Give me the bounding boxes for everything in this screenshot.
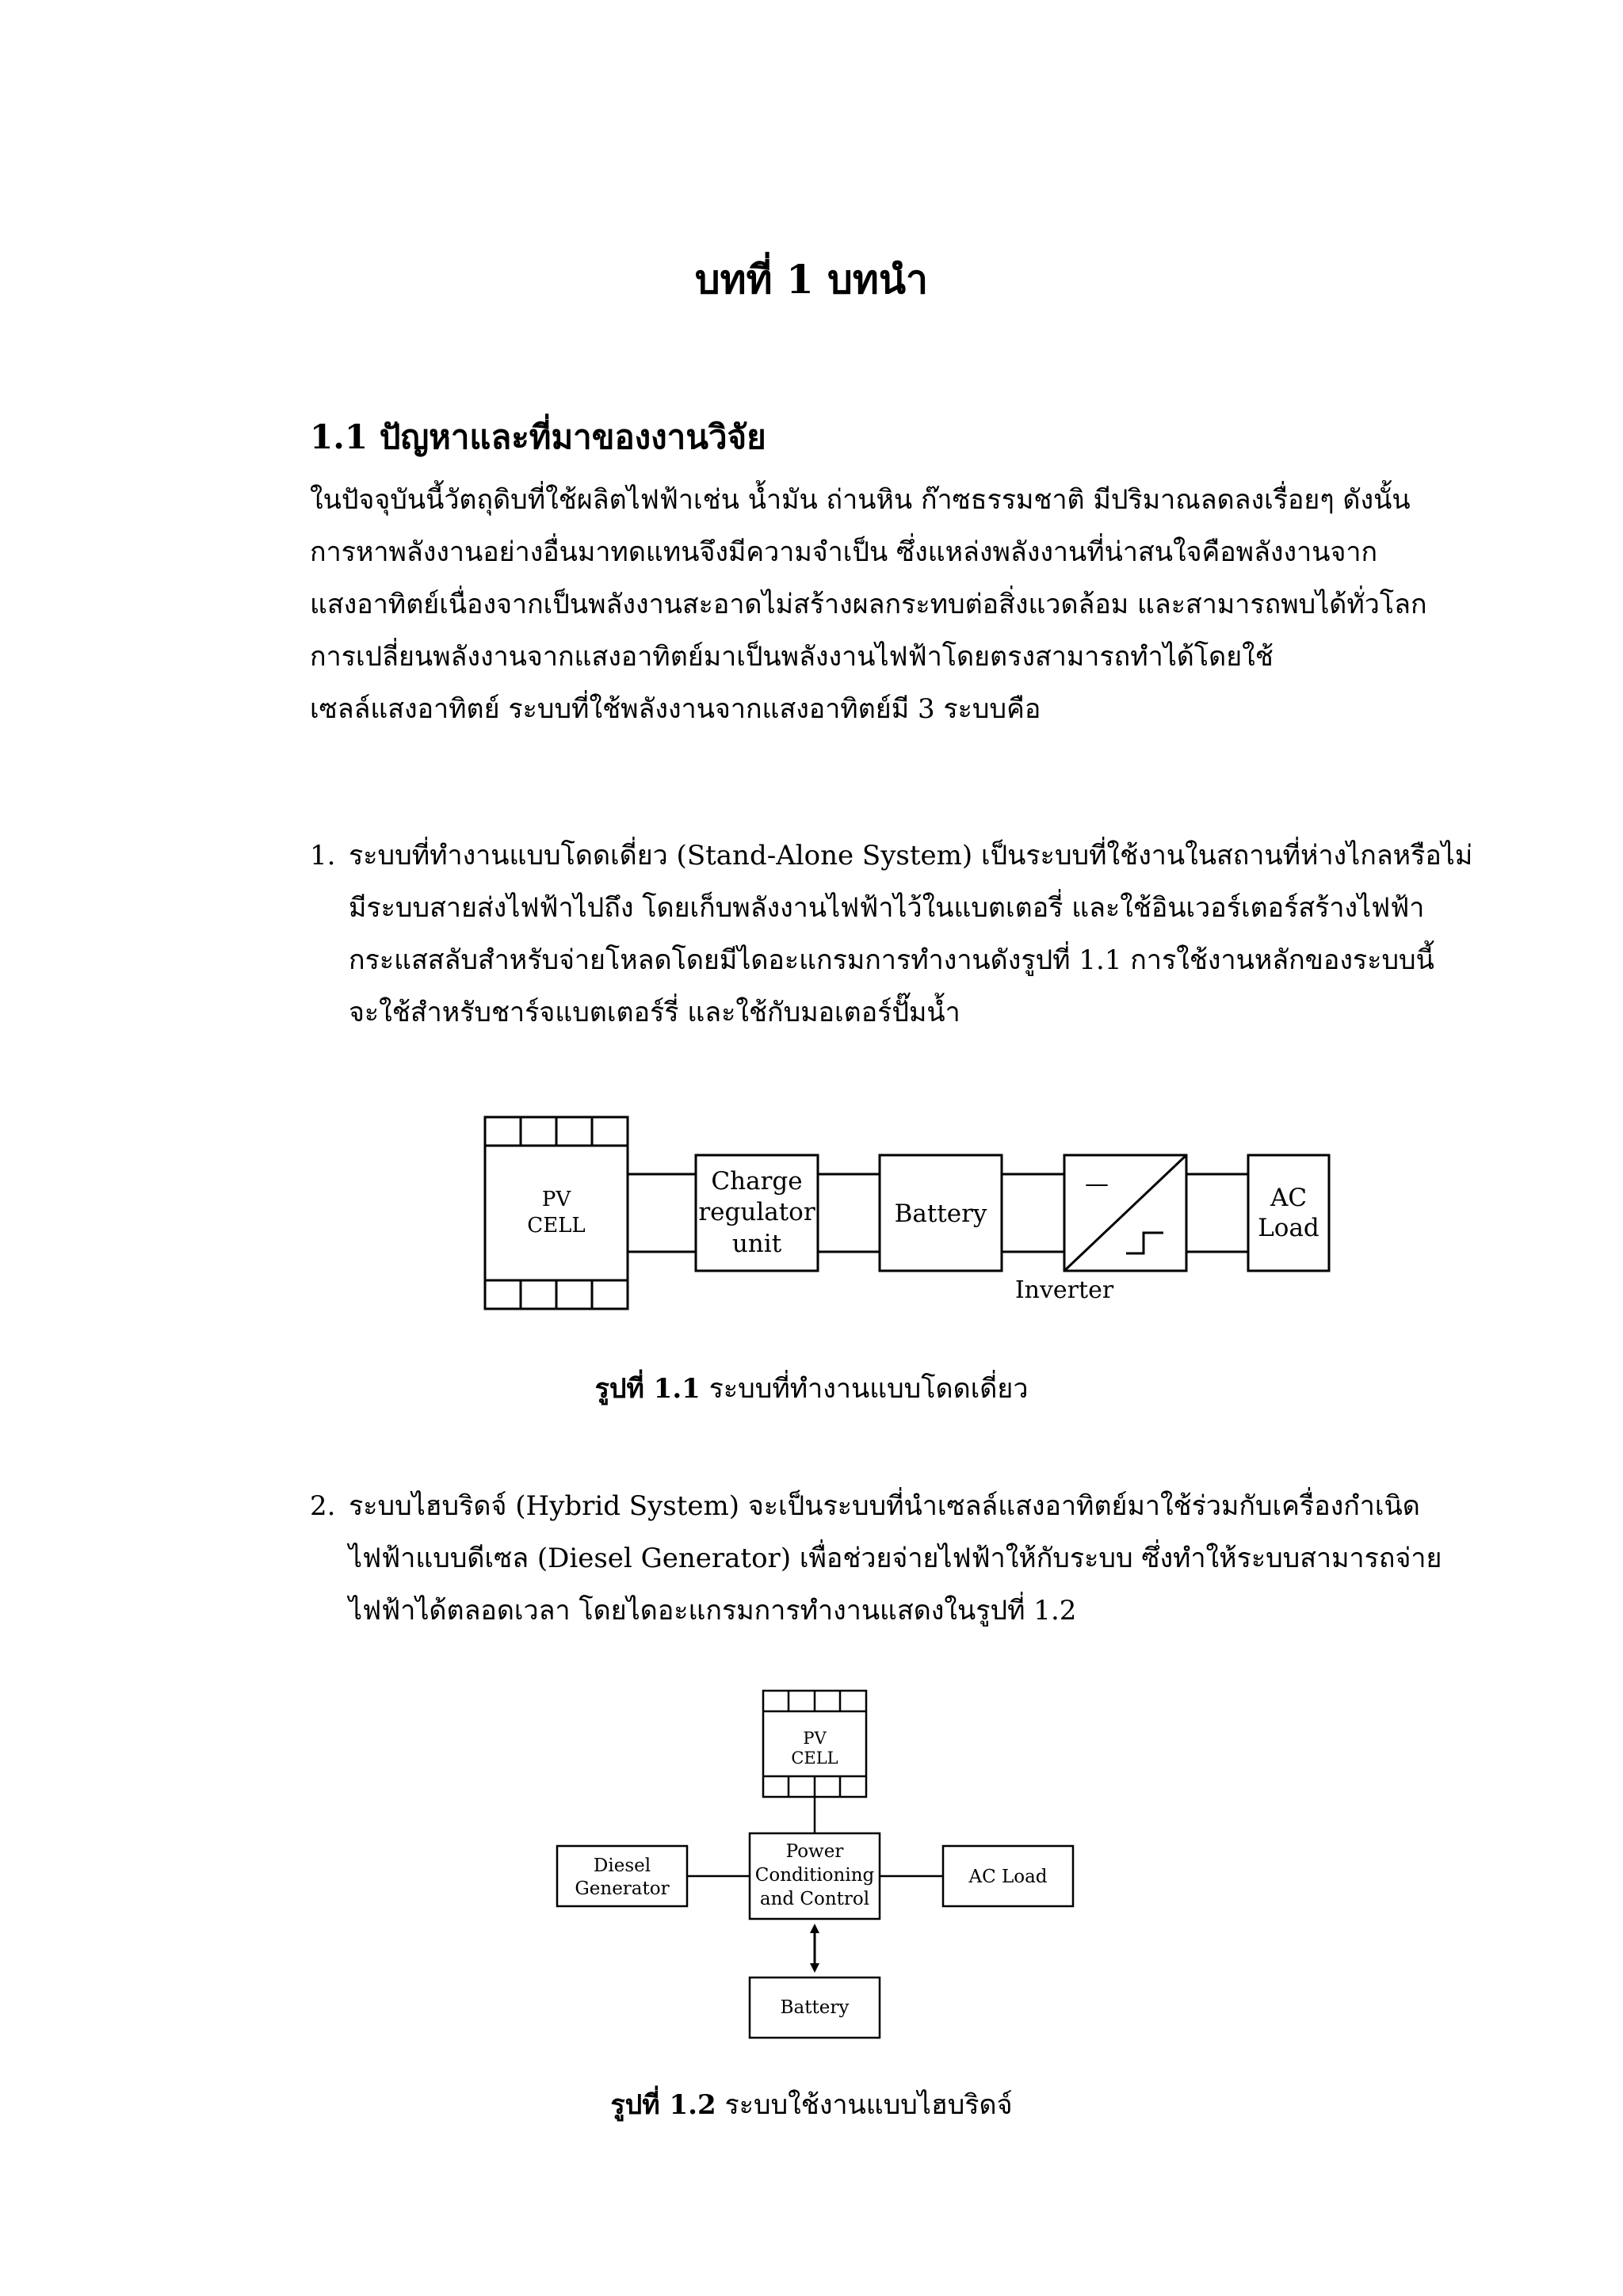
power-label-2: Conditioning [754, 1865, 875, 1886]
battery-label: Battery [894, 1199, 987, 1228]
caption-label: รูปที่ 1.2 [610, 2089, 716, 2121]
list-line: ระบบที่ทำงานแบบโดดเดี่ยว (Stand-Alone System) เป็นระบบที่ใช้งานในสถานที่ห่างไกลหรือไม่ [349, 840, 1473, 871]
power-label-3: and Control [759, 1889, 870, 1909]
caption-text: ระบบใช้งานแบบไฮบริดจ์ [716, 2089, 1013, 2121]
pv-label-2: CELL [527, 1214, 586, 1238]
dc-symbol: — [1085, 1170, 1109, 1198]
list-line: จะใช้สำหรับชาร์จแบตเตอร์รี่ และใช้กับมอเตอร์ปั๊มน้ำ [349, 997, 960, 1028]
pv-label-2: CELL [791, 1749, 838, 1768]
battery-label: Battery [780, 1997, 850, 2018]
charge-label-1: Charge [711, 1167, 803, 1196]
ac-label-1: AC [1270, 1184, 1308, 1212]
list-line: กระแสสลับสำหรับจ่ายโหลดโดยมีไดอะแกรมการทำงานดังรูปที่ 1.1 การใช้งานหลักของระบบนี้ [349, 944, 1434, 976]
diesel-label-2: Generator [575, 1878, 670, 1899]
diesel-label-1: Diesel [593, 1855, 651, 1876]
ac-load-label: AC Load [968, 1867, 1048, 1887]
figure-2-caption [0, 2085, 1623, 2125]
list-line: มีระบบสายส่งไฟฟ้าไปถึง โดยเก็บพลังงานไฟฟ้าไว้ในแบตเตอรี่ และใช้อินเวอร์เตอร์สร้างไฟฟ้า [349, 892, 1425, 924]
paragraph-line: ในปัจจุบันนี้วัตถุดิบที่ใช้ผลิตไฟฟ้าเช่น น้ำมัน ถ่านหิน ก๊าซธรรมชาติ มีปริมาณลดลงเรื่อยๆ ดังนั้น [310, 484, 1411, 516]
pv-label-1: PV [803, 1729, 827, 1748]
ac-label-2: Load [1258, 1214, 1319, 1242]
list-line: ระบบไฮบริดจ์ (Hybrid System) จะเป็นระบบที่นำเซลล์แสงอาทิตย์มาใช้ร่วมกับเครื่องกำเนิด [349, 1490, 1420, 1522]
caption-label: รูปที่ 1.1 [594, 1373, 701, 1405]
caption-text: ระบบที่ทำงานแบบโดดเดี่ยว [700, 1373, 1029, 1405]
list-number: 2. [310, 1490, 336, 1522]
charge-label-3: unit [731, 1230, 782, 1258]
list-line: ไฟฟ้าแบบดีเซล (Diesel Generator) เพื่อช่วยจ่ายไฟฟ้าให้กับระบบ ซึ่งทำให้ระบบสามารถจ่าย [349, 1543, 1442, 1574]
inverter-label: Inverter [1014, 1276, 1114, 1304]
power-label-1: Power [785, 1841, 844, 1862]
paragraph-line: การหาพลังงานอย่างอื่นมาทดแทนจึงมีความจำเป็น ซึ่งแหล่งพลังงานที่น่าสนใจคือพลังงานจาก [310, 536, 1378, 568]
paragraph-line: แสงอาทิตย์เนื่องจากเป็นพลังงานสะอาดไม่สร้างผลกระทบต่อสิ่งแวดล้อม และสามารถพบได้ทั่วโลก [310, 589, 1427, 620]
list-number: 1. [310, 840, 336, 871]
paragraph-line: เซลล์แสงอาทิตย์ ระบบที่ใช้พลังงานจากแสงอาทิตย์มี 3 ระบบคือ [310, 693, 1041, 725]
pv-label-1: PV [541, 1188, 571, 1211]
charge-label-2: regulator [698, 1198, 815, 1226]
list-line: ไฟฟ้าได้ตลอดเวลา โดยไดอะแกรมการทำงานแสดงในรูปที่ 1.2 [349, 1595, 1077, 1627]
chapter-title: บทที่ 1 บทนำ [694, 256, 929, 303]
section-heading: 1.1 ปัญหาและที่มาของงานวิจัย [310, 418, 766, 456]
paragraph-line: การเปลี่ยนพลังงานจากแสงอาทิตย์มาเป็นพลังงานไฟฟ้าโดยตรงสามารถทำได้โดยใช้ [310, 641, 1274, 673]
